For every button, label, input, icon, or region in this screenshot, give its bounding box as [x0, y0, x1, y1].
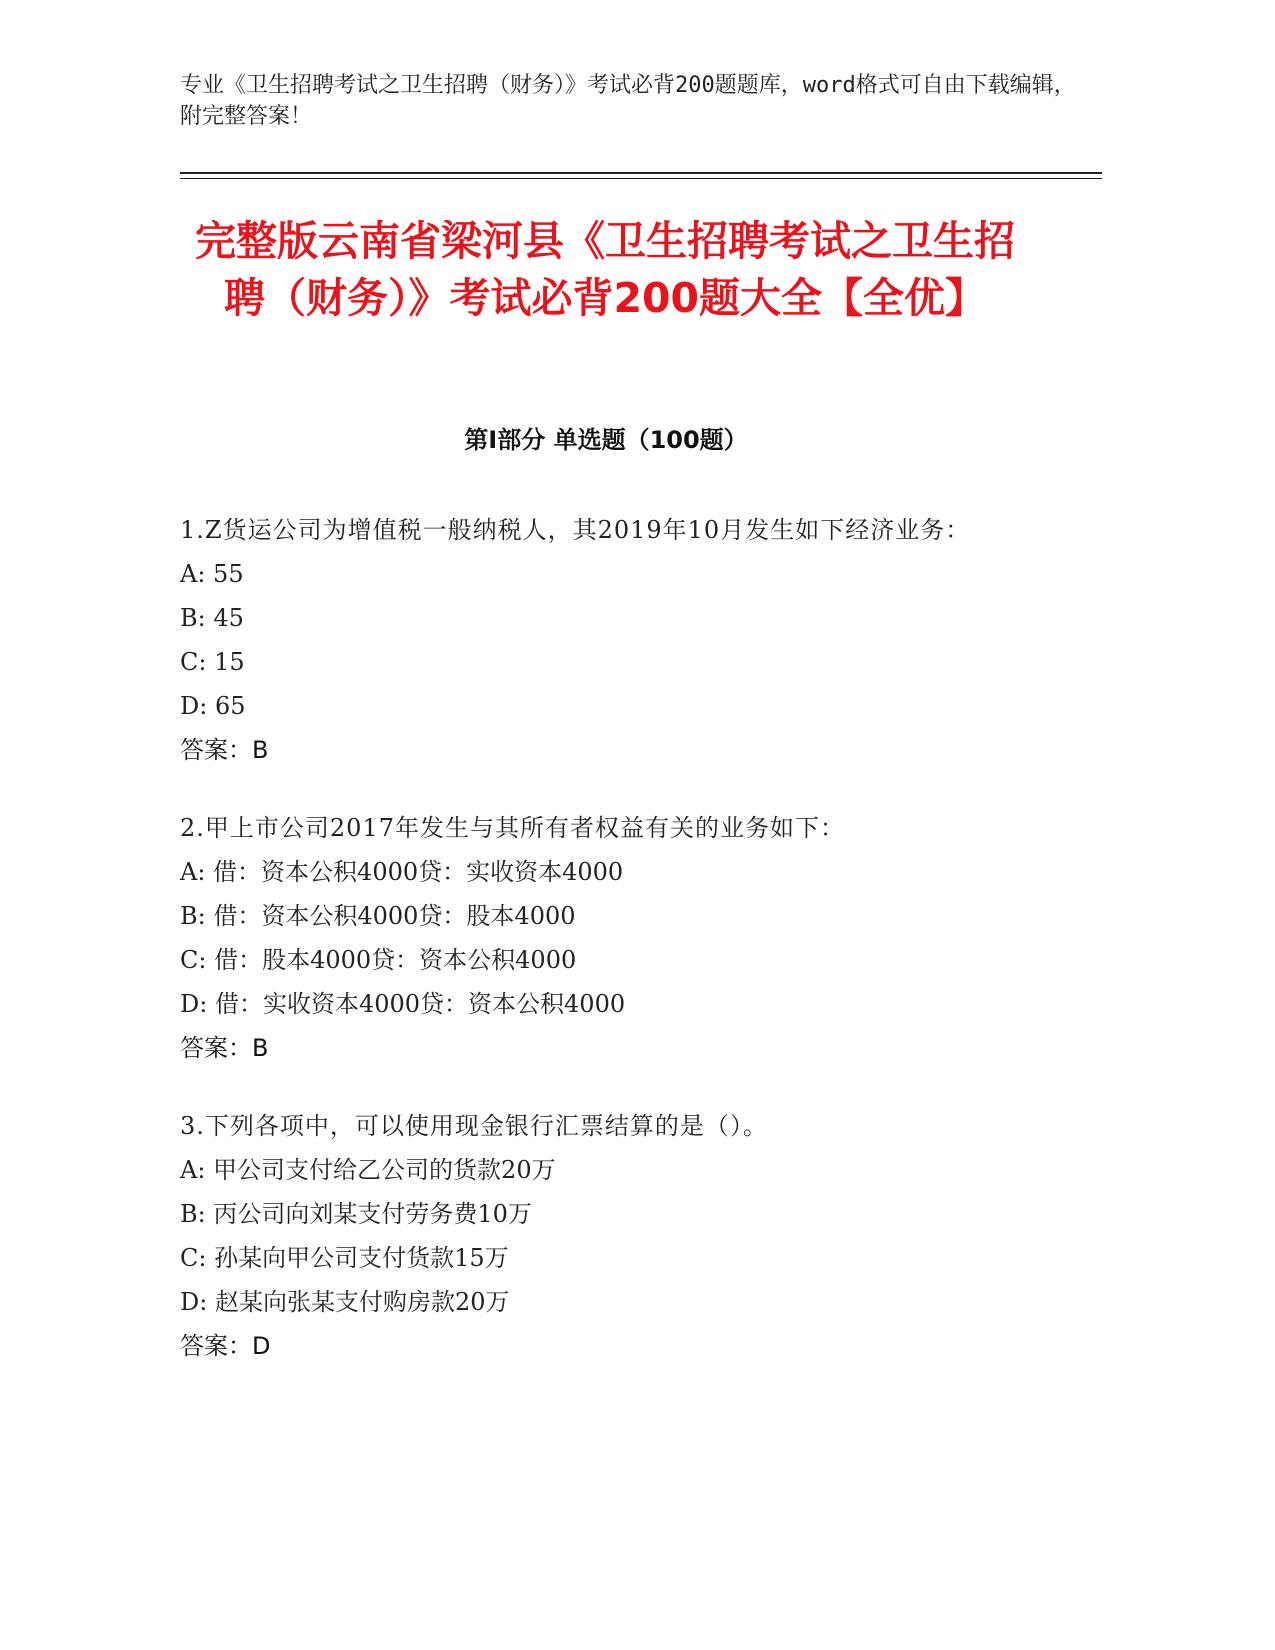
header-note: 专业《卫生招聘考试之卫生招聘（财务）》考试必背200题题库，word格式可自由下载编辑，附完整答案！: [180, 73, 1076, 129]
answer: 答案：B: [180, 736, 269, 764]
option-a: A: 借：资本公积4000贷：实收资本4000: [180, 858, 624, 886]
option-c: C: 孙某向甲公司支付货款15万: [180, 1244, 509, 1272]
option-d: D: 65: [180, 692, 246, 720]
section-heading: 第Ⅰ部分 单选题（100题）: [464, 426, 748, 454]
header-rule-thin: [180, 178, 1102, 179]
question-text: 2.甲上市公司2017年发生与其所有者权益有关的业务如下：: [180, 814, 845, 842]
question-2: [180, 806, 1080, 1070]
question-list: [180, 508, 1080, 1402]
question-text: 3.下列各项中，可以使用现金银行汇票结算的是（）。: [180, 1112, 768, 1140]
option-b: B: 45: [180, 604, 244, 632]
option-b: B: 借：资本公积4000贷：股本4000: [180, 902, 576, 930]
option-a: A: 55: [180, 560, 244, 588]
option-d: D: 赵某向张某支付购房款20万: [180, 1288, 510, 1316]
option-c: C: 借：股本4000贷：资本公积4000: [180, 946, 577, 974]
option-b: B: 丙公司向刘某支付劳务费10万: [180, 1200, 532, 1228]
option-d: D: 借：实收资本4000贷：资本公积4000: [180, 990, 626, 1018]
answer: 答案：B: [180, 1034, 269, 1062]
question-text: 1.Z货运公司为增值税一般纳税人，其2019年10月发生如下经济业务：: [180, 516, 971, 544]
document-title: 完整版云南省梁河县《卫生招聘考试之卫生招聘（财务）》考试必背200题大全【全优】: [195, 217, 1015, 322]
question-1: [180, 508, 1080, 772]
option-c: C: 15: [180, 648, 245, 676]
header-rule-thick: [180, 172, 1102, 174]
option-a: A: 甲公司支付给乙公司的货款20万: [180, 1156, 556, 1184]
question-3: [180, 1104, 1080, 1368]
answer: 答案：D: [180, 1332, 271, 1360]
